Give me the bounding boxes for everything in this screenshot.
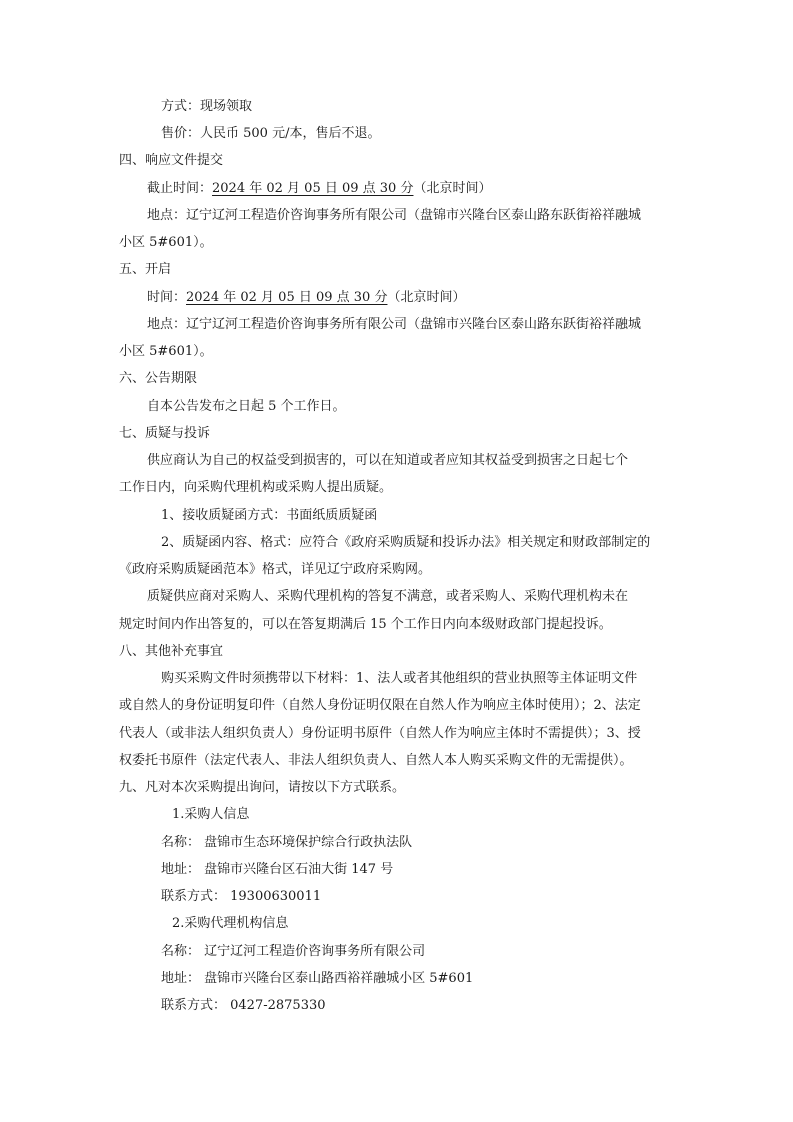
deadline-datetime: 2024 年 02 月 05 日 09 点 30 分: [212, 181, 414, 196]
section-heading-7: 七、质疑与投诉: [119, 426, 211, 441]
opening-location: 地点：辽宁辽河工程造价咨询事务所有限公司（盘锦市兴隆台区泰山路东跃街裕祥融城: [147, 317, 642, 332]
materials-paragraph: 购买采购文件时须携带以下材料：1、法人或者其他组织的营业执照等主体证明文件: [161, 671, 638, 686]
objection-format-cont: 《政府采购质疑函范本》格式，详见辽宁政府采购网。: [119, 562, 432, 577]
opening-timezone: （北京时间）: [387, 290, 466, 305]
opening-time-label: 时间：: [147, 290, 187, 305]
purchaser-contact: 联系方式： 19300630011: [161, 889, 322, 904]
submit-location: 地点：辽宁辽河工程造价咨询事务所有限公司（盘锦市兴隆台区泰山路东跃街裕祥融城: [147, 208, 642, 223]
deadline-label: 截止时间：: [147, 181, 213, 196]
objection-format: 2、质疑函内容、格式：应符合《政府采购质疑和投诉办法》相关规定和财政部制定的: [161, 535, 651, 550]
agency-info-heading: 2.采购代理机构信息: [172, 916, 289, 931]
objection-method: 1、接收质疑函方式：书面纸质质疑函: [161, 508, 378, 523]
materials-paragraph-cont-2: 代表人（或非法人组织负责人）身份证明书原件（自然人作为响应主体时不需提供）；3、授: [119, 726, 641, 741]
opening-location-cont: 小区 5#601）。: [119, 344, 213, 359]
purchase-method: 方式：现场领取: [161, 99, 253, 114]
purchaser-info-heading: 1.采购人信息: [172, 807, 250, 822]
agency-name: 名称： 辽宁辽河工程造价咨询事务所有限公司: [161, 944, 426, 959]
section-heading-9: 九、凡对本次采购提出询问，请按以下方式联系。: [119, 780, 406, 795]
deadline-timezone: （北京时间）: [413, 181, 492, 196]
materials-paragraph-cont-1: 或自然人的身份证明复印件（自然人身份证明仅限在自然人作为响应主体时使用）；2、法定: [119, 698, 641, 713]
purchaser-name: 名称： 盘锦市生态环境保护综合行政执法队: [161, 835, 413, 850]
materials-paragraph-cont-3: 权委托书原件（法定代表人、非法人组织负责人、自然人本人购买采购文件的无需提供）。: [119, 753, 633, 768]
section-heading-4: 四、响应文件提交: [119, 153, 224, 168]
deadline-line: [147, 179, 491, 199]
submit-location-cont: 小区 5#601）。: [119, 235, 213, 250]
agency-address: 地址： 盘锦市兴隆台区泰山路西裕祥融城小区 5#601: [161, 971, 474, 986]
notice-period: 自本公告发布之日起 5 个工作日。: [147, 399, 346, 414]
opening-time-line: [147, 288, 465, 308]
section-heading-6: 六、公告期限: [119, 371, 198, 386]
agency-contact: 联系方式： 0427-2875330: [161, 998, 326, 1013]
section-heading-5: 五、开启: [119, 262, 172, 277]
complaint-paragraph: 质疑供应商对采购人、采购代理机构的答复不满意，或者采购人、采购代理机构未在: [147, 589, 629, 604]
opening-datetime: 2024 年 02 月 05 日 09 点 30 分: [186, 290, 388, 305]
purchaser-address: 地址： 盘锦市兴隆台区石油大街 147 号: [161, 862, 394, 877]
section-heading-8: 八、其他补充事宜: [119, 644, 224, 659]
complaint-paragraph-cont: 规定时间内作出答复的，可以在答复期满后 15 个工作日内向本级财政部门提起投诉。: [119, 617, 612, 632]
purchase-price: 售价：人民币 500 元/本，售后不退。: [161, 126, 381, 141]
objection-paragraph: 供应商认为自己的权益受到损害的，可以在知道或者应知其权益受到损害之日起七个: [147, 453, 629, 468]
objection-paragraph-cont: 工作日内，向采购代理机构或采购人提出质疑。: [119, 480, 393, 495]
